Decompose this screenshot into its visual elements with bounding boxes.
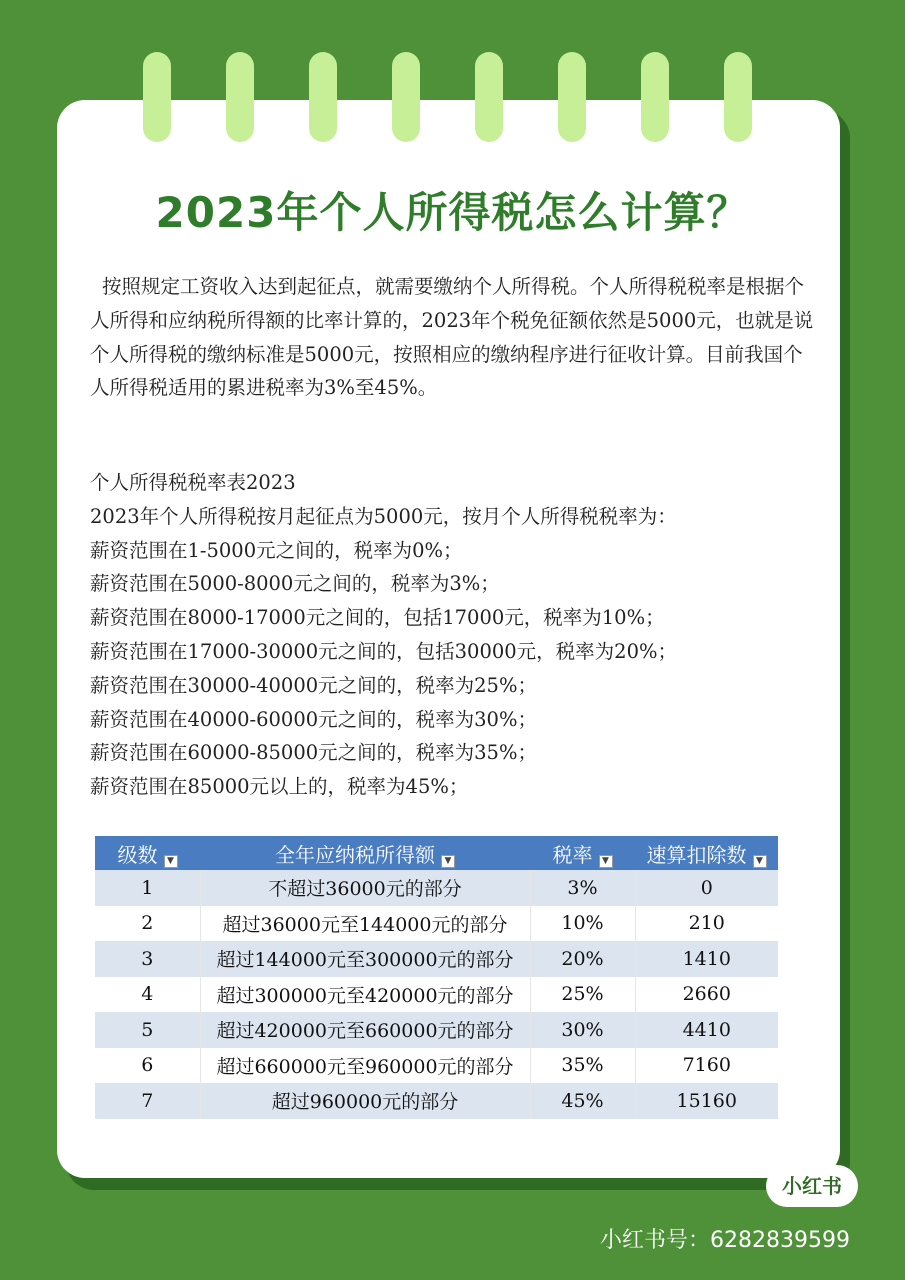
- binder-ring: [392, 52, 420, 142]
- binder-ring: [309, 52, 337, 142]
- list-item: 薪资范围在8000-17000元之间的，包括17000元，税率为10%；: [90, 606, 665, 630]
- binder-ring: [475, 52, 503, 142]
- table-cell: 30%: [530, 1012, 635, 1048]
- table-cell: 35%: [530, 1048, 635, 1084]
- binder-ring: [143, 52, 171, 142]
- intro-paragraph: 按照规定工资收入达到起征点，就需要缴纳个人所得税。个人所得税税率是根据个人所得和应纳税所得额的比率计算的，2023年个税免征额依然是5000元，也就是说个人所得税的缴纳标准是5000元，按照相应的缴纳程序进行征收计算。目前我国个人所得税适用的累进税率为3%至45%。: [90, 275, 814, 400]
- header-level[interactable]: 级数 ▼: [95, 836, 200, 870]
- account-id: 小红书号：6282839599: [600, 1228, 850, 1253]
- tax-rate-table: [95, 836, 778, 1119]
- list-item: 个人所得税税率表2023: [90, 471, 296, 494]
- table-row: [95, 906, 778, 942]
- table-cell: 超过420000元至660000元的部分: [200, 1012, 530, 1048]
- list-item: 薪资范围在40000-60000元之间的，税率为30%；: [90, 707, 537, 731]
- table-row: [95, 1012, 778, 1048]
- table-cell: 4410: [635, 1012, 778, 1048]
- binder-ring: [226, 52, 254, 142]
- table-cell: 15160: [635, 1083, 778, 1119]
- table-cell: 3%: [530, 870, 635, 906]
- table-cell: 2: [141, 912, 154, 935]
- table-cell: 2660: [635, 977, 778, 1013]
- table-cell: 5: [95, 1012, 200, 1048]
- table-cell: 45%: [530, 1083, 635, 1119]
- table-cell: 25%: [530, 977, 635, 1013]
- table-cell: 1: [95, 870, 200, 906]
- header-deduction[interactable]: 速算扣除数 ▼: [635, 836, 778, 870]
- table-row: [95, 1083, 778, 1119]
- table-cell: 20%: [530, 941, 635, 977]
- list-item: 薪资范围在5000-8000元之间的，税率为3%；: [90, 572, 500, 596]
- table-row: [95, 870, 778, 906]
- binder-ring: [558, 52, 586, 142]
- header-rate[interactable]: 税率 ▼: [530, 836, 635, 870]
- table-cell: 210: [635, 906, 778, 942]
- binder-ring: [641, 52, 669, 142]
- table-cell: 超过300000元至420000元的部分: [200, 977, 530, 1013]
- table-cell: 超过660000元至960000元的部分: [200, 1048, 530, 1084]
- list-item: 薪资范围在60000-85000元之间的，税率为35%；: [90, 741, 537, 765]
- list-item: 薪资范围在30000-40000元之间的，税率为25%；: [90, 673, 537, 697]
- table-cell: 超过960000元的部分: [200, 1083, 530, 1119]
- page-title: 2023年个人所得税怎么计算？: [155, 188, 750, 237]
- table-cell: 1410: [635, 941, 778, 977]
- filter-dropdown-icon[interactable]: ▼: [753, 855, 767, 868]
- list-item: 2023年个人所得税按月起征点为5000元，按月个人所得税税率为：: [90, 504, 677, 528]
- list-item: 薪资范围在1-5000元之间的，税率为0%；: [90, 538, 463, 562]
- table-cell: 4: [141, 983, 154, 1006]
- table-cell: 3: [95, 941, 200, 977]
- filter-dropdown-icon[interactable]: ▼: [441, 855, 455, 868]
- table-cell: 不超过36000元的部分: [200, 870, 530, 906]
- table-cell: 0: [635, 870, 778, 906]
- header-income[interactable]: 全年应纳税所得额 ▼: [200, 836, 530, 870]
- table-cell: 10%: [530, 906, 635, 942]
- rate-list: [90, 466, 820, 804]
- table-cell: 6: [141, 1054, 154, 1077]
- binder-ring: [724, 52, 752, 142]
- list-item: 薪资范围在85000元以上的，税率为45%；: [90, 775, 469, 799]
- table-cell: 7: [95, 1083, 200, 1119]
- table-row: [95, 977, 778, 1013]
- table-cell: 超过144000元至300000元的部分: [200, 941, 530, 977]
- filter-dropdown-icon[interactable]: ▼: [164, 855, 178, 868]
- table-row: [95, 1048, 778, 1084]
- filter-dropdown-icon[interactable]: ▼: [599, 855, 613, 868]
- xiaohongshu-logo: 小红书: [766, 1165, 858, 1207]
- table-cell: 7160: [635, 1048, 778, 1084]
- table-row: [95, 941, 778, 977]
- list-item: 薪资范围在17000-30000元之间的，包括30000元，税率为20%；: [90, 639, 678, 663]
- table-cell: 超过36000元至144000元的部分: [200, 906, 530, 942]
